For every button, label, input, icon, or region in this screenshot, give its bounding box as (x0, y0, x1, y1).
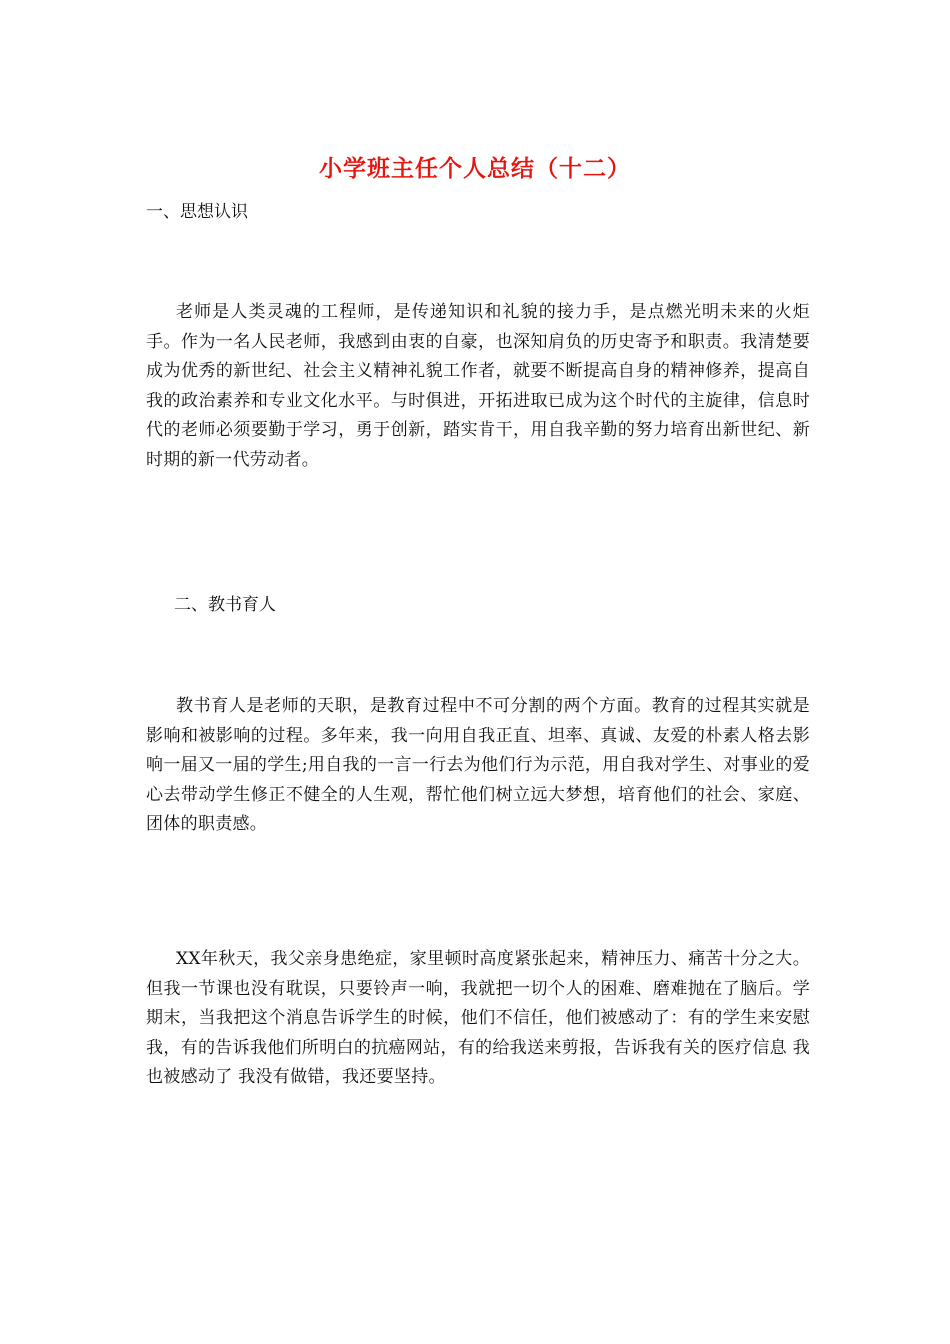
section-heading-1: 一、思想认识 (146, 202, 248, 222)
section-2-paragraph-1: 教书育人是老师的天职，是教育过程中不可分割的两个方面。教育的过程其实就是影响和被影响的过程。多年来，我一向用自我正直、坦率、真诚、友爱的朴素人格去影响一届又一届的学生;用自我的一言一行去为他们行为示范，用自我对学生、对事业的爱心去带动学生修正不健全的人生观，帮忙他们树立远大梦想，培育他们的社会、家庭、团体的职责感。 (146, 696, 810, 834)
section-2-paragraph-2: XX年秋天，我父亲身患绝症，家里顿时高度紧张起来，精神压力、痛苦十分之大。但我一节课也没有耽误，只要铃声一响，我就把一切个人的困难、磨难抛在了脑后。学期末，当我把这个消息告诉学生的时候，他们不信任，他们被感动了：有的学生来安慰我，有的告诉我他们所明白的抗癌网站，有的给我送来剪报，告诉我有关的医疗信息 我也被感动了 我没有做错，我还要坚持。 (146, 949, 810, 1087)
section-1-paragraph-1: 老师是人类灵魂的工程师，是传递知识和礼貌的接力手，是点燃光明未来的火炬手。作为一名人民老师，我感到由衷的自豪，也深知肩负的历史寄予和职责。我清楚要成为优秀的新世纪、社会主义精神礼貌工作者，就要不断提高自身的精神修养，提高自我的政治素养和专业文化水平。与时俱进，开拓进取已成为这个时代的主旋律，信息时代的老师必须要勤于学习，勇于创新，踏实肯干，用自我辛勤的努力培育出新世纪、新时期的新一代劳动者。 (146, 302, 810, 470)
document-title: 小学班主任个人总结（十二） (319, 155, 631, 182)
section-heading-2: 二、教书育人 (174, 595, 276, 615)
